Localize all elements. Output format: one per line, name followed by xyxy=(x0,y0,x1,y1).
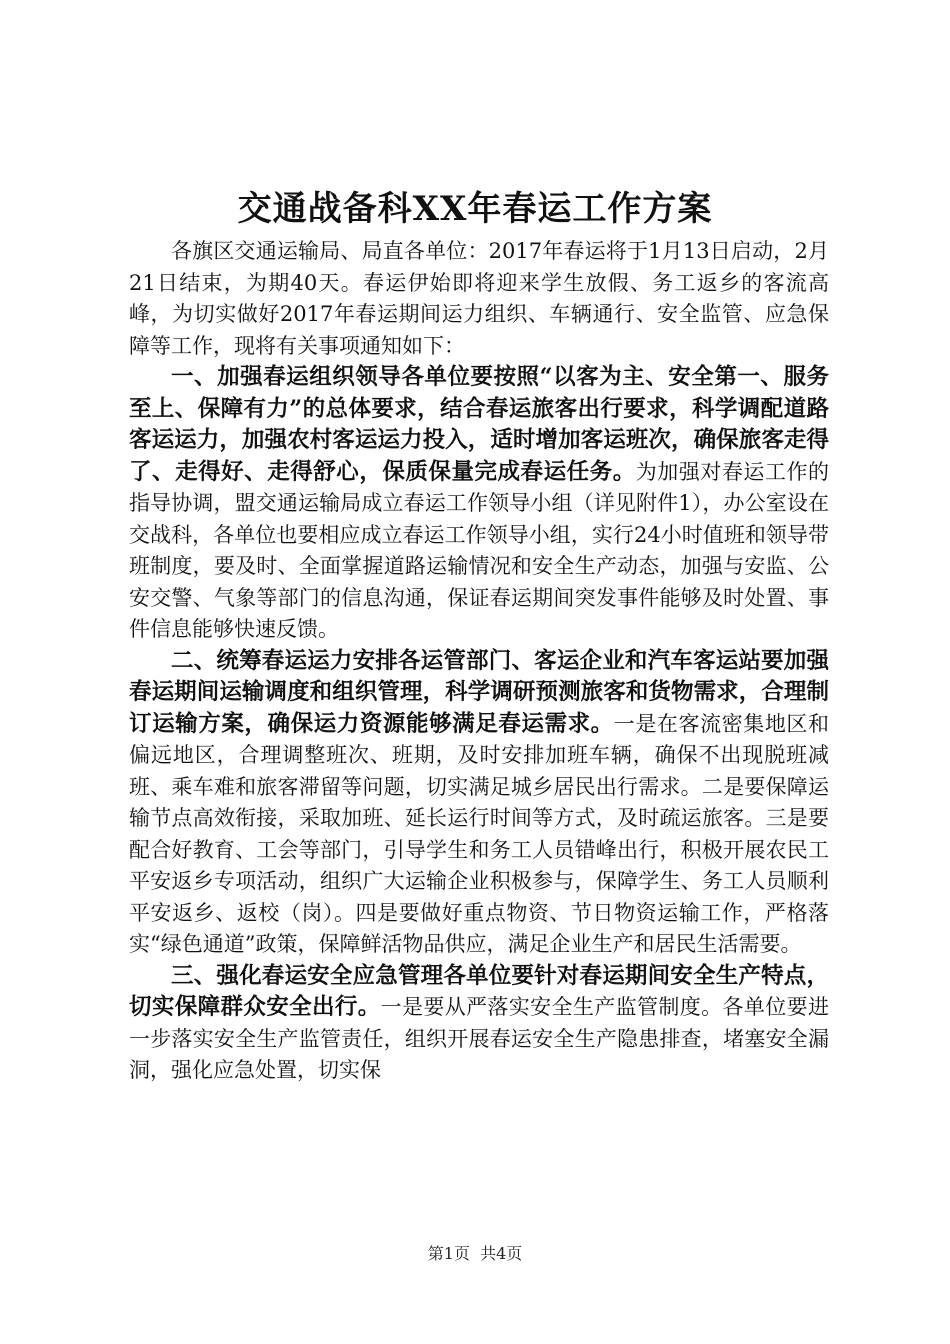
section-1-body: 为加强对春运工作的指导协调，盟交通运输局成立春运工作领导小组（详见附件1），办公室设在交战科，各单位也要相应成立春运工作领导小组，实行24小时值班和领导带班制度，要及时、全面掌握道路运输情况和安全生产动态，加强与安监、公安交警、气象等部门的信息沟通，保证春运期间突发事件能够及时处置、事件信息能够快速反馈。 xyxy=(129,459,829,641)
intro-paragraph: 各旗区交通运输局、局直各单位：2017年春运将于1月13日启动，2月21日结束，为期40天。春运伊始即将迎来学生放假、务工返乡的客流高峰，为切实做好2017年春运期间运力组织、车辆通行、安全监管、应急保障等工作，现将有关事项通知如下： xyxy=(129,239,829,358)
section-3-paragraph xyxy=(129,961,829,1087)
section-3-heading: 三、强化春运安全应急管理各单位要针对春运期间安全生产特点，切实保障群众安全出行。 xyxy=(129,962,829,1020)
page-footer xyxy=(0,1243,950,1265)
section-2-body: 一是在客流密集地区和偏远地区，合理调整班次、班期，及时安排加班车辆，确保不出现脱班减班、乘车难和旅客滞留等问题，切实满足城乡居民出行需求。二是要保障运输节点高效衔接，采取加班、延长运行时间等方式，及时疏运旅客。三是要配合好教育、工会等部门，引导学生和务工人员错峰出行，积极开展农民工平安返乡专项活动，组织广大运输企业积极参与，保障学生、务工人员顺利平安返乡、返校（岗）。四是要做好重点物资、节日物资运输工作，严格落实“绿色通道”政策，保障鲜活物品供应，满足企业生产和居民生活需要。 xyxy=(129,711,829,956)
document-title: 交通战备科XX年春运工作方案 xyxy=(237,189,713,229)
section-2-heading: 二、统筹春运运力安排各运管部门、客运企业和汽车客运站要加强春运期间运输调度和组织管理，科学调研预测旅客和货物需求，合理制订运输方案，确保运力资源能够满足春运需求。 xyxy=(129,647,829,737)
page-number: 第1页 xyxy=(427,1244,470,1263)
section-3-body: 一是要从严落实安全生产监管制度。各单位要进一步落实安全生产监管责任，组织开展春运安全生产隐患排查，堵塞安全漏洞，强化应急处置，切实保 xyxy=(129,995,829,1082)
section-2-paragraph xyxy=(129,646,829,961)
section-1-paragraph xyxy=(129,362,829,646)
page-total: 共4页 xyxy=(480,1244,523,1263)
document-body xyxy=(129,236,829,1087)
section-1-heading: 一、加强春运组织领导各单位要按照“以客为主、安全第一、服务至上、保障有力”的总体要求，结合春运旅客出行要求，科学调配道路客运运力，加强农村客运运力投入，适时增加客运班次，确保旅客走得了、走得好、走得舒心，保质保量完成春运任务。 xyxy=(129,364,829,485)
